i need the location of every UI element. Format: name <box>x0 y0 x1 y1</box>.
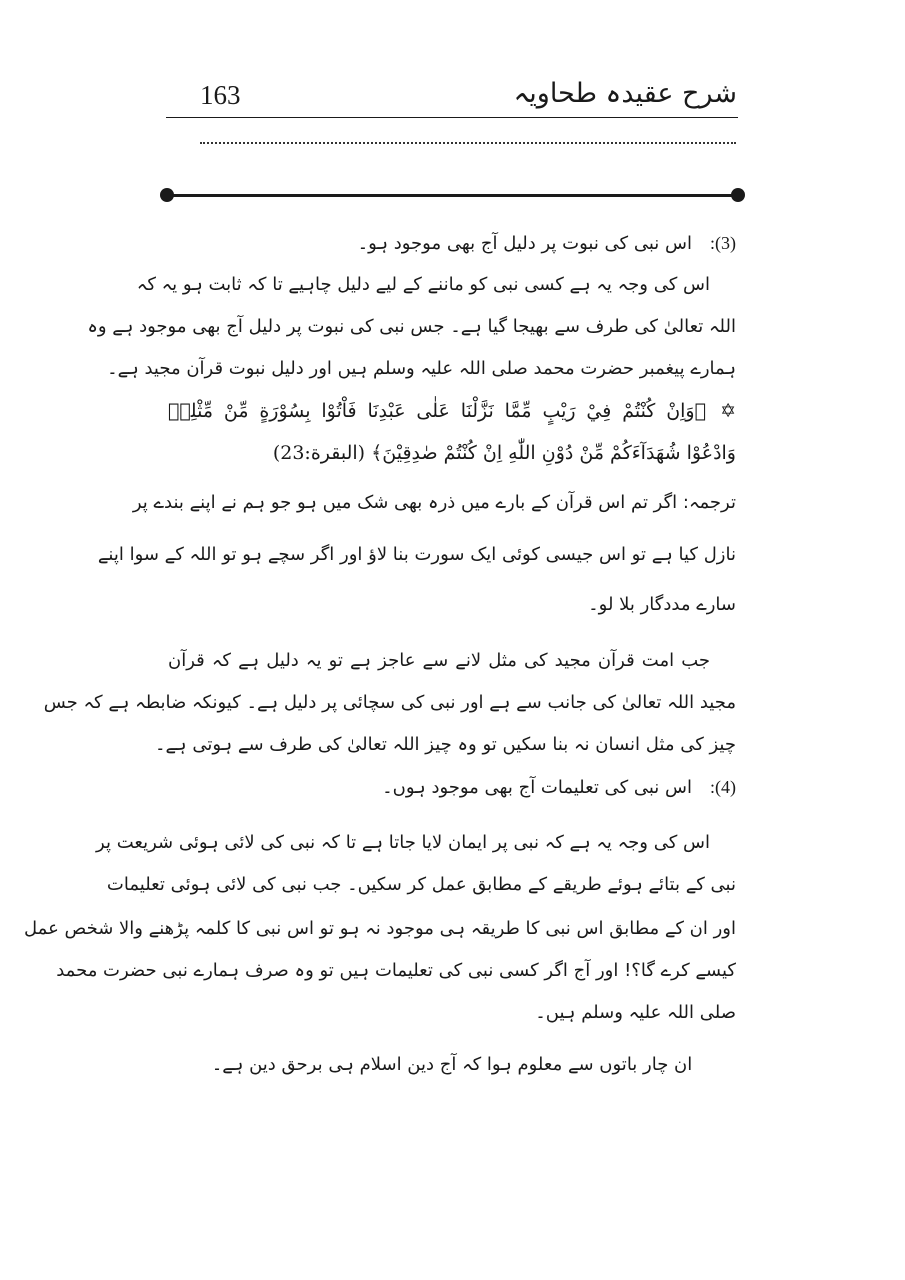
point4-number: (4): <box>710 777 736 797</box>
point3-number: (3): <box>710 233 736 253</box>
point3-line: اس کی وجہ یہ ہے کسی نبی کو ماننے کے لیے دلیل چاہیے تا کہ ثابت ہو یہ کہ <box>136 274 710 295</box>
point4-line: صلی اللہ علیہ وسلم ہیں۔ <box>535 1002 736 1023</box>
para2-line: جب امت قرآن مجید کی مثل لانے سے عاجز ہے تو یہ دلیل ہے کہ قرآن <box>168 650 710 671</box>
ayah-text-1: ﴿وَاِنْ كُنْتُمْ فِيْ رَيْبٍ مِّمَّا نَزَّلْنَا عَلٰى عَبْدِنَا فَاْتُوْا بِسُوْرَةٍ مِّنْ مِّثْلِهٖ <box>168 400 706 422</box>
ayah-line-2: وَادْعُوْا شُهَدَآءَكُمْ مِّنْ دُوْنِ اللّٰهِ اِنْ كُنْتُمْ صٰدِقِيْنَ﴾ (البقرة:23) <box>272 442 736 464</box>
conclusion-line: ان چار باتوں سے معلوم ہوا کہ آج دین اسلام ہی برحق دین ہے۔ <box>211 1054 693 1075</box>
translation-line: ترجمہ: اگر تم اس قرآن کے بارے میں ذرہ بھی شک میں ہو جو ہم نے اپنے بندے پر <box>132 492 736 513</box>
para2-line: مجید اللہ تعالیٰ کی جانب سے ہے اور نبی کی سچائی پر دلیل ہے۔ کیونکہ ضابطہ ہے کہ جس <box>43 692 736 713</box>
translation-line: نازل کیا ہے تو اس جیسی کوئی ایک سورت بنا لاؤ اور اگر سچے ہو تو اللہ کے سوا اپنے <box>97 544 736 565</box>
translation-line: سارے مددگار بلا لو۔ <box>588 594 736 615</box>
point4-heading-text: اس نبی کی تعلیمات آج بھی موجود ہوں۔ <box>382 777 692 798</box>
point4-line: اور ان کے مطابق اس نبی کا طریقہ ہی موجود نہ ہو تو اس نبی کا کلمہ پڑھنے والا شخص عمل <box>24 918 736 939</box>
ayah-line-1 <box>168 396 736 426</box>
point3-heading-text: اس نبی کی نبوت پر دلیل آج بھی موجود ہو۔ <box>357 233 692 254</box>
point4-line: نبی کے بتائے ہوئے طریقے کے مطابق عمل کر سکیں۔ جب نبی کی لائی ہوئی تعلیمات <box>106 874 736 895</box>
book-title: شرح عقیدہ طحاویہ <box>513 78 737 109</box>
page-number: 163 <box>200 80 241 110</box>
point4-heading <box>168 772 736 803</box>
point4-line: اس کی وجہ یہ ہے کہ نبی پر ایمان لایا جاتا ہے تا کہ نبی کی لائی ہوئی شریعت پر <box>96 832 710 853</box>
ayah-marker-icon: ✡ <box>720 400 736 422</box>
divider-end-dot-right <box>731 188 745 202</box>
divider-end-dot-left <box>160 188 174 202</box>
point3-heading <box>168 228 736 259</box>
section-divider <box>166 194 738 197</box>
point3-line: اللہ تعالیٰ کی طرف سے بھیجا گیا ہے۔ جس نبی کی نبوت پر دلیل آج بھی موجود ہے وہ <box>87 316 736 337</box>
header-rule <box>166 117 738 118</box>
point4-line: کیسے کرے گا؟! اور آج اگر کسی نبی کی تعلیمات ہیں تو وہ صرف ہمارے نبی حضرت محمد <box>56 960 736 981</box>
point3-line: ہمارے پیغمبر حضرت محمد صلی اللہ علیہ وسلم ہیں اور دلیل نبوت قرآن مجید ہے۔ <box>107 358 736 379</box>
para2-line: چیز کی مثل انسان نہ بنا سکیں تو وہ چیز اللہ تعالیٰ کی طرف سے ہوتی ہے۔ <box>154 734 736 755</box>
dotted-rule <box>200 142 736 144</box>
